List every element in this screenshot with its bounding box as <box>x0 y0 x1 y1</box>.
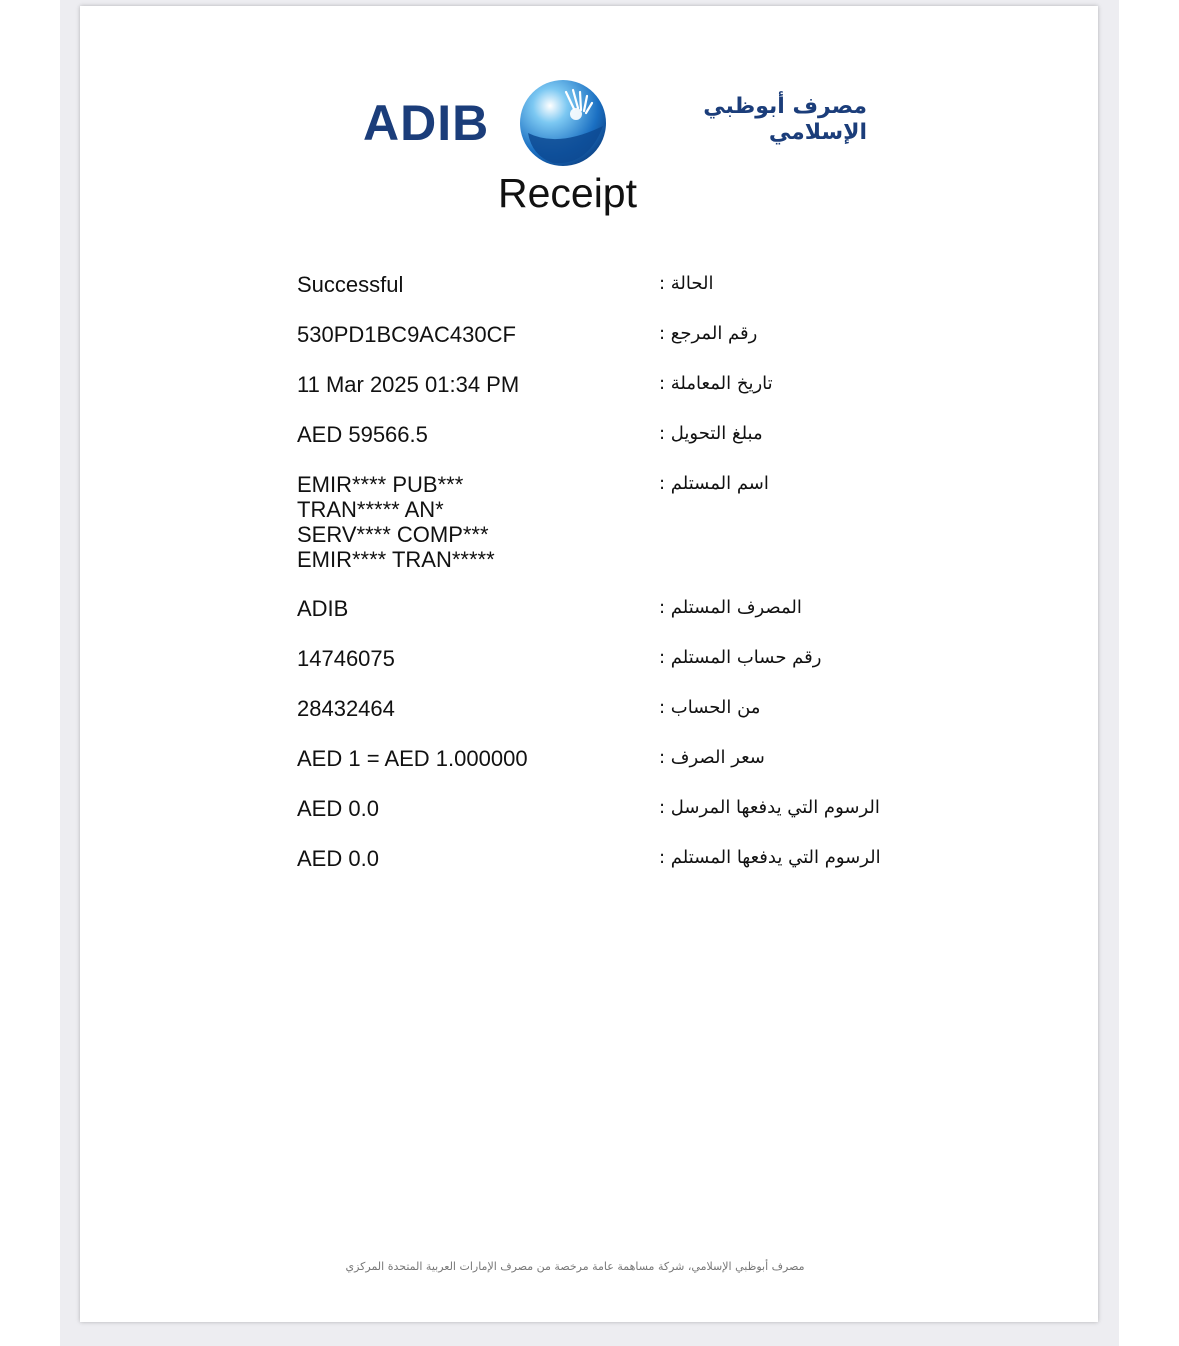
beneficiary-fees-label: الرسوم التي يدفعها المستلم : <box>659 847 881 868</box>
reference-number-value: 530PD1BC9AC430CF <box>297 322 516 347</box>
row-beneficiary-fees <box>297 840 937 890</box>
row-beneficiary-account <box>297 640 937 690</box>
beneficiary-account-label: رقم حساب المستلم : <box>659 647 822 668</box>
transfer-amount-label: مبلغ التحويل : <box>659 423 763 444</box>
beneficiary-account-value: 14746075 <box>297 646 395 671</box>
row-beneficiary-name <box>297 466 937 590</box>
row-reference-number <box>297 316 937 366</box>
logo-emblem-icon <box>518 78 608 168</box>
beneficiary-name-label: اسم المستلم : <box>659 473 769 494</box>
from-account-label: من الحساب : <box>659 697 761 718</box>
logo-arabic-text <box>627 94 867 146</box>
footer-disclaimer: مصرف أبوظبي الإسلامي، شركة مساهمة عامة مرخصة من مصرف الإمارات العربية المتحدة المركزي <box>345 1260 805 1273</box>
from-account-value: 28432464 <box>297 696 395 721</box>
receipt-title: Receipt <box>497 170 637 216</box>
beneficiary-bank-value: ADIB <box>297 596 349 621</box>
row-transaction-date <box>297 366 937 416</box>
transaction-date-value: 11 Mar 2025 01:34 PM <box>297 372 520 397</box>
row-from-account <box>297 690 937 740</box>
logo-arabic-line2: الإسلامي <box>768 120 867 145</box>
row-beneficiary-bank <box>297 590 937 640</box>
status-value: Successful <box>297 272 404 297</box>
beneficiary-fees-value: AED 0.0 <box>297 846 379 871</box>
beneficiary-bank-label: المصرف المستلم : <box>659 597 802 618</box>
exchange-rate-label: سعر الصرف : <box>659 747 765 768</box>
sender-fees-label: الرسوم التي يدفعها المرسل : <box>659 797 880 818</box>
adib-logo <box>363 78 873 168</box>
sender-fees-value: AED 0.0 <box>297 796 379 821</box>
row-exchange-rate <box>297 740 937 790</box>
row-sender-fees <box>297 790 937 840</box>
logo-latin-text: ADIB <box>363 95 490 151</box>
logo-arabic-line1: مصرف أبوظبي <box>703 94 867 119</box>
receipt-page <box>80 6 1098 1322</box>
transfer-amount-value: AED 59566.5 <box>297 422 428 447</box>
receipt-details <box>297 266 937 890</box>
transaction-date-label: تاريخ المعاملة : <box>659 373 773 394</box>
status-label: الحالة : <box>659 273 714 294</box>
row-status <box>297 266 937 316</box>
row-transfer-amount <box>297 416 937 466</box>
reference-number-label: رقم المرجع : <box>659 323 758 344</box>
exchange-rate-value: AED 1 = AED 1.000000 <box>297 746 528 771</box>
beneficiary-name-value: EMIR**** PUB*** TRAN***** AN* SERV**** COMP*** EMIR**** TRAN***** <box>297 472 495 572</box>
